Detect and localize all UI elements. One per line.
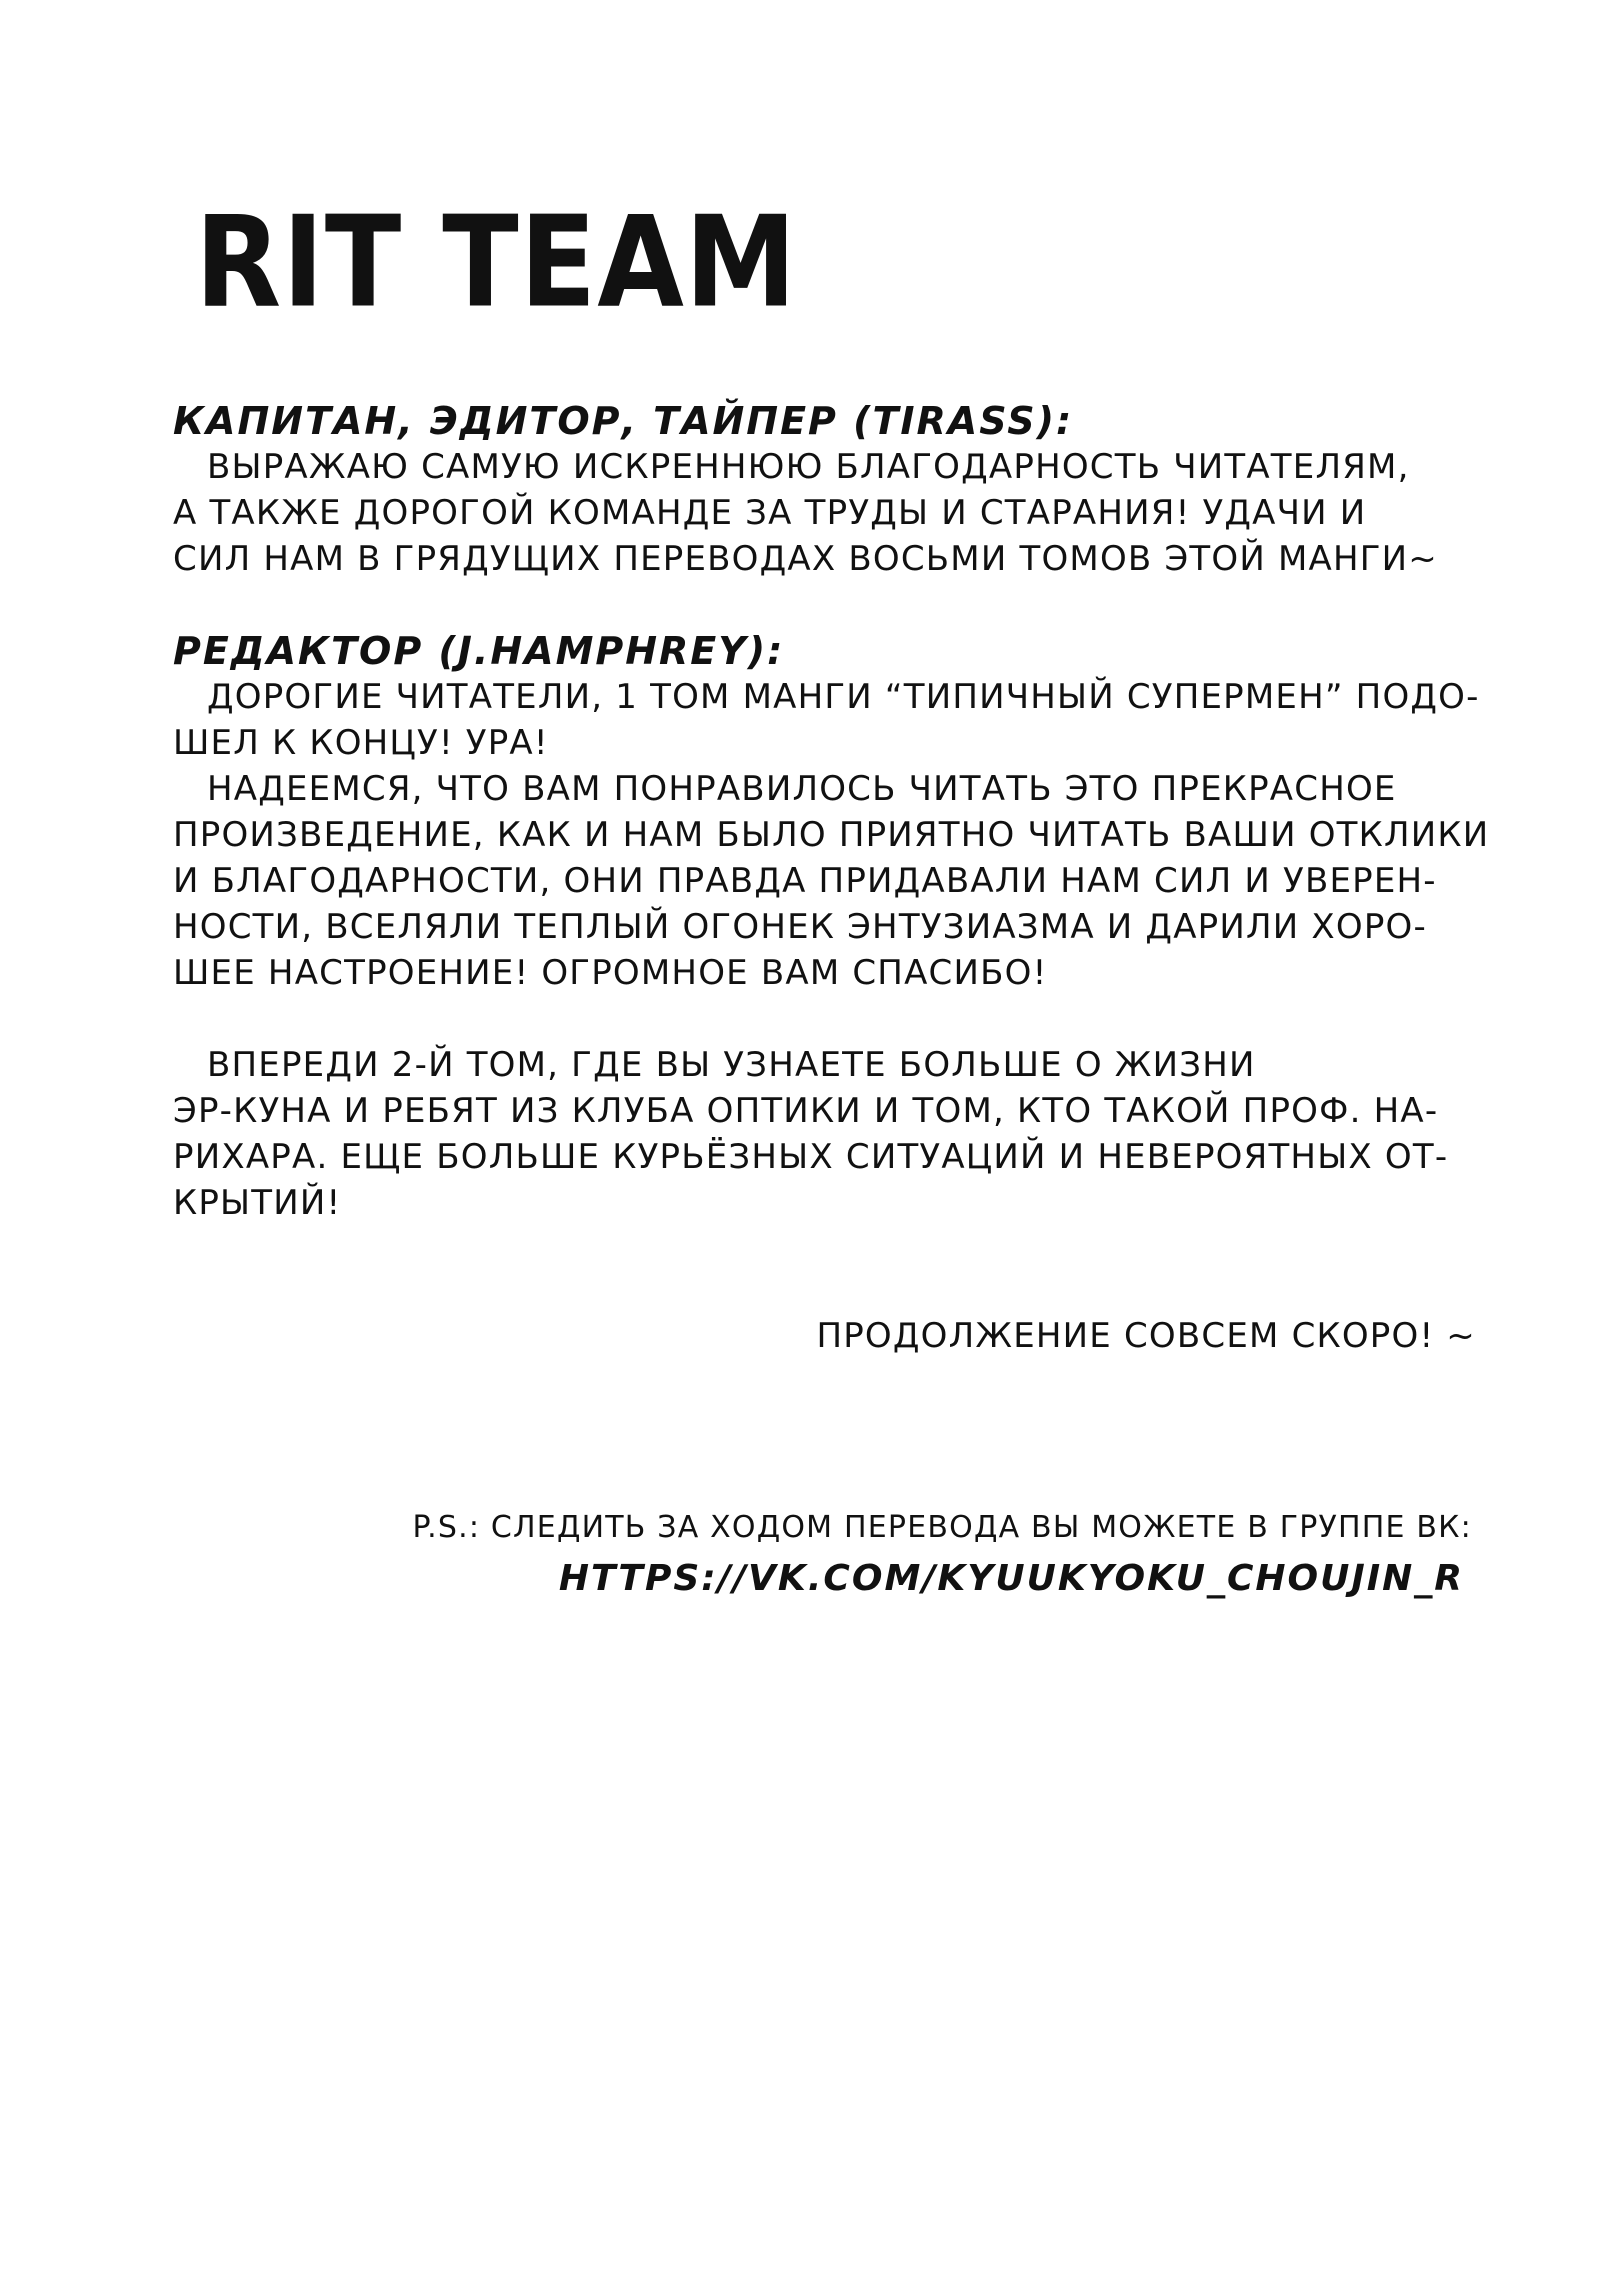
section-line: ВПЕРЕДИ 2-Й ТОМ, ГДЕ ВЫ УЗНАЕТЕ БОЛЬШЕ О ЖИЗНИ	[207, 1045, 1256, 1085]
team-title: RIT TEAM	[195, 189, 798, 336]
section-line: ЭР-КУНА И РЕБЯТ ИЗ КЛУБА ОПТИКИ И ТОМ, КТО ТАКОЙ ПРОФ. НА-	[173, 1091, 1439, 1131]
section-next-volume	[173, 1042, 1473, 1226]
section-heading: РЕДАКТОР (J.HAMPHREY):	[173, 629, 785, 673]
section-line: ПРОИЗВЕДЕНИЕ, КАК И НАМ БЫЛО ПРИЯТНО ЧИТАТЬ ВАШИ ОТКЛИКИ	[173, 815, 1490, 855]
postscript: P.S.: СЛЕДИТЬ ЗА ХОДОМ ПЕРЕВОДА ВЫ МОЖЕТЕ В ГРУППЕ ВК:	[412, 1510, 1472, 1545]
section-line: ВЫРАЖАЮ САМУЮ ИСКРЕННЮЮ БЛАГОДАРНОСТЬ ЧИТАТЕЛЯМ,	[207, 447, 1410, 487]
section-line: ШЕЕ НАСТРОЕНИЕ! ОГРОМНОЕ ВАМ СПАСИБО!	[173, 953, 1048, 993]
section-line: И БЛАГОДАРНОСТИ, ОНИ ПРАВДА ПРИДАВАЛИ НАМ СИЛ И УВЕРЕН-	[173, 861, 1437, 901]
section-line: НОСТИ, ВСЕЛЯЛИ ТЕПЛЫЙ ОГОНЕК ЭНТУЗИАЗМА И ДАРИЛИ ХОРО-	[173, 907, 1427, 947]
section-line: НАДЕЕМСЯ, ЧТО ВАМ ПОНРАВИЛОСЬ ЧИТАТЬ ЭТО ПРЕКРАСНОЕ	[207, 769, 1397, 809]
section-editor	[173, 628, 1490, 996]
section-line: ДОРОГИЕ ЧИТАТЕЛИ, 1 ТОМ МАНГИ “ТИПИЧНЫЙ СУПЕРМЕН” ПОДО-	[207, 677, 1480, 717]
section-captain	[173, 398, 1473, 582]
section-line: ШЕЛ К КОНЦУ! УРА!	[173, 723, 549, 763]
section-line: КРЫТИЙ!	[173, 1183, 342, 1223]
section-line: А ТАКЖЕ ДОРОГОЙ КОМАНДЕ ЗА ТРУДЫ И СТАРАНИЯ! УДАЧИ И	[173, 493, 1367, 533]
closing-note: ПРОДОЛЖЕНИЕ СОВСЕМ СКОРО! ~	[816, 1316, 1476, 1356]
section-line: РИХАРА. ЕЩЕ БОЛЬШЕ КУРЬЁЗНЫХ СИТУАЦИЙ И НЕВЕРОЯТНЫХ ОТ-	[173, 1137, 1449, 1177]
vk-group-link[interactable]: HTTPS://VK.COM/KYUUKYOKU_CHOUJIN_R	[558, 1558, 1464, 1599]
section-heading: КАПИТАН, ЭДИТОР, ТАЙПЕР (TIRASS):	[173, 399, 1074, 443]
section-line: СИЛ НАМ В ГРЯДУЩИХ ПЕРЕВОДАХ ВОСЬМИ ТОМОВ ЭТОЙ МАНГИ~	[173, 539, 1438, 579]
